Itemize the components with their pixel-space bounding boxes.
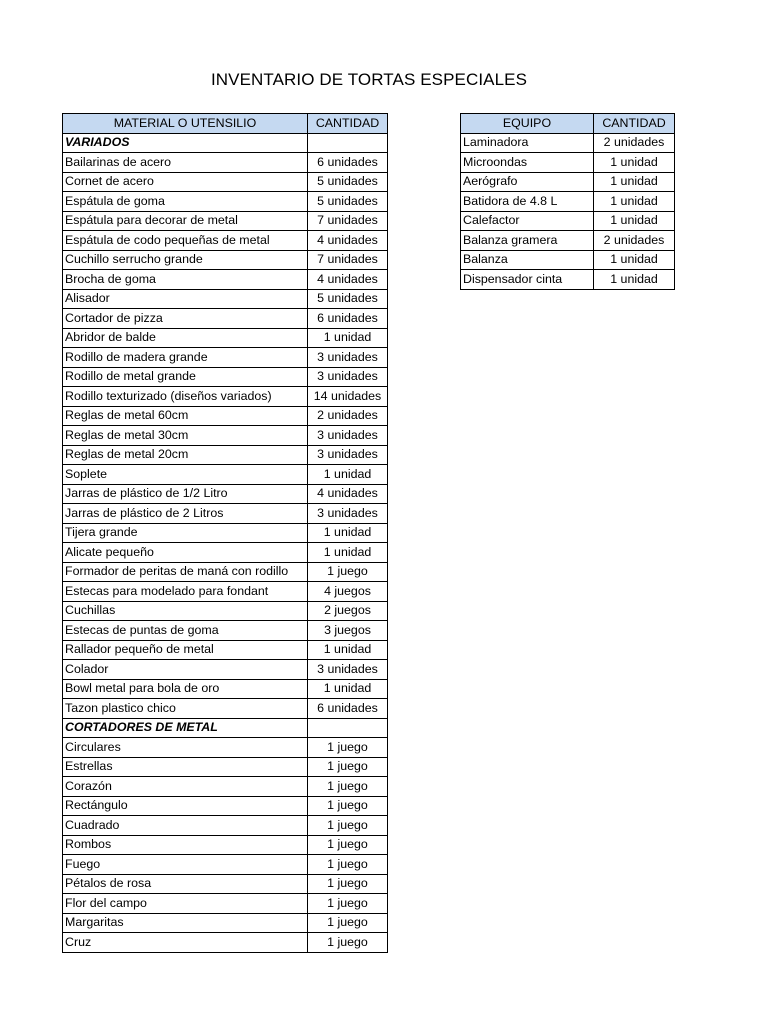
equipment-item-quantity: 1 unidad xyxy=(594,172,675,192)
table-row xyxy=(63,679,388,699)
materials-item-name: Tijera grande xyxy=(63,523,308,543)
materials-item-quantity: 1 juego xyxy=(308,738,388,758)
materials-item-name: Jarras de plástico de 2 Litros xyxy=(63,504,308,524)
materials-item-name: Cortador de pizza xyxy=(63,309,308,329)
table-row xyxy=(461,250,675,270)
materials-item-quantity: 4 unidades xyxy=(308,231,388,251)
table-row xyxy=(63,270,388,290)
table-row xyxy=(63,640,388,660)
materials-item-name: Jarras de plástico de 1/2 Litro xyxy=(63,484,308,504)
material-column-header: MATERIAL O UTENSILIO xyxy=(63,114,308,134)
materials-item-name: Estecas para modelado para fondant xyxy=(63,582,308,602)
equipment-item-quantity: 2 unidades xyxy=(594,231,675,251)
equipment-item-quantity: 1 unidad xyxy=(594,270,675,290)
materials-item-quantity: 1 juego xyxy=(308,894,388,914)
materials-item-quantity: 1 unidad xyxy=(308,523,388,543)
table-row xyxy=(63,309,388,329)
materials-item-quantity: 4 unidades xyxy=(308,270,388,290)
materials-item-quantity: 3 unidades xyxy=(308,660,388,680)
table-row xyxy=(461,231,675,251)
materials-section-label: VARIADOS xyxy=(63,133,308,153)
materials-item-name: Tazon plastico chico xyxy=(63,699,308,719)
table-row xyxy=(63,192,388,212)
materials-item-name: Pétalos de rosa xyxy=(63,874,308,894)
table-row xyxy=(63,250,388,270)
materials-item-name: Colador xyxy=(63,660,308,680)
table-row xyxy=(461,133,675,153)
equipment-item-quantity: 1 unidad xyxy=(594,250,675,270)
materials-item-name: Cuadrado xyxy=(63,816,308,836)
equipment-table-body xyxy=(461,133,675,289)
table-row xyxy=(63,289,388,309)
materials-item-quantity: 3 unidades xyxy=(308,348,388,368)
materials-item-quantity: 1 juego xyxy=(308,562,388,582)
materials-item-quantity: 1 juego xyxy=(308,855,388,875)
materials-item-name: Rodillo texturizado (diseños variados) xyxy=(63,387,308,407)
equipment-quantity-column-header: CANTIDAD xyxy=(594,114,675,134)
table-row xyxy=(63,387,388,407)
table-row xyxy=(63,874,388,894)
materials-item-name: Abridor de balde xyxy=(63,328,308,348)
materials-item-quantity: 3 unidades xyxy=(308,445,388,465)
table-row xyxy=(63,835,388,855)
materials-item-name: Reglas de metal 20cm xyxy=(63,445,308,465)
equipment-item-quantity: 1 unidad xyxy=(594,192,675,212)
materials-section-label: CORTADORES DE METAL xyxy=(63,718,308,738)
table-row xyxy=(461,270,675,290)
table-row xyxy=(63,231,388,251)
materials-item-name: Rodillo de metal grande xyxy=(63,367,308,387)
materials-item-name: Estrellas xyxy=(63,757,308,777)
table-row xyxy=(63,426,388,446)
material-quantity-column-header: CANTIDAD xyxy=(308,114,388,134)
materials-item-name: Espátula para decorar de metal xyxy=(63,211,308,231)
material-table xyxy=(62,113,388,953)
materials-item-quantity: 1 juego xyxy=(308,835,388,855)
materials-item-quantity: 1 juego xyxy=(308,777,388,797)
materials-item-name: Flor del campo xyxy=(63,894,308,914)
equipment-item-quantity: 2 unidades xyxy=(594,133,675,153)
table-row xyxy=(63,484,388,504)
materials-item-quantity: 5 unidades xyxy=(308,172,388,192)
materials-item-quantity: 7 unidades xyxy=(308,211,388,231)
materials-section-row xyxy=(63,718,388,738)
equipment-item-quantity: 1 unidad xyxy=(594,211,675,231)
materials-item-name: Cornet de acero xyxy=(63,172,308,192)
materials-item-quantity: 7 unidades xyxy=(308,250,388,270)
materials-item-quantity: 5 unidades xyxy=(308,192,388,212)
materials-item-quantity: 3 unidades xyxy=(308,367,388,387)
materials-item-name: Alicate pequeño xyxy=(63,543,308,563)
table-row xyxy=(461,211,675,231)
materials-section-empty-cell xyxy=(308,133,388,153)
materials-item-quantity: 1 unidad xyxy=(308,679,388,699)
materials-item-quantity: 3 unidades xyxy=(308,504,388,524)
table-row xyxy=(63,523,388,543)
table-row xyxy=(63,660,388,680)
materials-item-name: Rodillo de madera grande xyxy=(63,348,308,368)
materials-item-name: Reglas de metal 30cm xyxy=(63,426,308,446)
materials-item-name: Espátula de goma xyxy=(63,192,308,212)
materials-item-quantity: 6 unidades xyxy=(308,153,388,173)
materials-item-name: Formador de peritas de maná con rodillo xyxy=(63,562,308,582)
materials-item-name: Rallador pequeño de metal xyxy=(63,640,308,660)
materials-item-quantity: 5 unidades xyxy=(308,289,388,309)
equipment-item-quantity: 1 unidad xyxy=(594,153,675,173)
table-row xyxy=(63,855,388,875)
table-row xyxy=(63,816,388,836)
table-row xyxy=(63,582,388,602)
table-row xyxy=(63,601,388,621)
materials-item-quantity: 1 juego xyxy=(308,757,388,777)
table-row xyxy=(63,211,388,231)
materials-item-name: Margaritas xyxy=(63,913,308,933)
table-row xyxy=(63,933,388,953)
equipment-item-name: Dispensador cinta xyxy=(461,270,594,290)
materials-item-name: Cuchillas xyxy=(63,601,308,621)
materials-item-name: Cuchillo serrucho grande xyxy=(63,250,308,270)
table-row xyxy=(63,445,388,465)
materials-item-quantity: 3 juegos xyxy=(308,621,388,641)
materials-item-quantity: 3 unidades xyxy=(308,426,388,446)
materials-item-name: Cruz xyxy=(63,933,308,953)
table-row xyxy=(63,406,388,426)
materials-item-quantity: 4 juegos xyxy=(308,582,388,602)
materials-item-name: Circulares xyxy=(63,738,308,758)
table-row xyxy=(63,621,388,641)
materials-item-quantity: 1 unidad xyxy=(308,543,388,563)
equipment-column-header: EQUIPO xyxy=(461,114,594,134)
table-row xyxy=(63,894,388,914)
materials-item-quantity: 6 unidades xyxy=(308,309,388,329)
materials-item-quantity: 2 juegos xyxy=(308,601,388,621)
table-row xyxy=(63,543,388,563)
table-row xyxy=(63,757,388,777)
materials-item-name: Soplete xyxy=(63,465,308,485)
table-row xyxy=(63,367,388,387)
materials-item-quantity: 1 juego xyxy=(308,913,388,933)
materials-item-name: Estecas de puntas de goma xyxy=(63,621,308,641)
equipment-item-name: Laminadora xyxy=(461,133,594,153)
equipment-item-name: Aerógrafo xyxy=(461,172,594,192)
equipment-item-name: Calefactor xyxy=(461,211,594,231)
equipment-table xyxy=(460,113,675,290)
table-row xyxy=(63,328,388,348)
materials-item-quantity: 1 unidad xyxy=(308,328,388,348)
materials-item-quantity: 4 unidades xyxy=(308,484,388,504)
materials-item-quantity: 2 unidades xyxy=(308,406,388,426)
table-row xyxy=(63,738,388,758)
materials-item-name: Corazón xyxy=(63,777,308,797)
equipment-item-name: Microondas xyxy=(461,153,594,173)
table-row xyxy=(63,777,388,797)
materials-item-quantity: 1 juego xyxy=(308,816,388,836)
materials-item-quantity: 14 unidades xyxy=(308,387,388,407)
table-row xyxy=(63,913,388,933)
table-row xyxy=(63,172,388,192)
materials-item-name: Reglas de metal 60cm xyxy=(63,406,308,426)
table-row xyxy=(63,465,388,485)
materials-item-name: Fuego xyxy=(63,855,308,875)
materials-item-name: Rectángulo xyxy=(63,796,308,816)
equipment-item-name: Balanza xyxy=(461,250,594,270)
equipment-table-header-row xyxy=(461,114,675,134)
table-row xyxy=(63,796,388,816)
materials-item-quantity: 1 unidad xyxy=(308,640,388,660)
materials-item-quantity: 1 juego xyxy=(308,796,388,816)
materials-section-empty-cell xyxy=(308,718,388,738)
materials-item-quantity: 6 unidades xyxy=(308,699,388,719)
table-row xyxy=(63,562,388,582)
materials-section-row xyxy=(63,133,388,153)
materials-item-name: Espátula de codo pequeñas de metal xyxy=(63,231,308,251)
table-row xyxy=(63,504,388,524)
material-table-header-row xyxy=(63,114,388,134)
materials-item-name: Bowl metal para bola de oro xyxy=(63,679,308,699)
materials-item-quantity: 1 juego xyxy=(308,874,388,894)
equipment-item-name: Batidora de 4.8 L xyxy=(461,192,594,212)
table-row xyxy=(461,153,675,173)
equipment-item-name: Balanza gramera xyxy=(461,231,594,251)
table-row xyxy=(63,348,388,368)
table-row xyxy=(461,172,675,192)
material-table-body xyxy=(63,133,388,952)
table-row xyxy=(63,699,388,719)
materials-item-name: Alisador xyxy=(63,289,308,309)
page-title: INVENTARIO DE TORTAS ESPECIALES xyxy=(210,70,528,89)
materials-item-quantity: 1 juego xyxy=(308,933,388,953)
table-row xyxy=(63,153,388,173)
materials-item-name: Brocha de goma xyxy=(63,270,308,290)
table-row xyxy=(461,192,675,212)
materials-item-name: Bailarinas de acero xyxy=(63,153,308,173)
materials-item-name: Rombos xyxy=(63,835,308,855)
materials-item-quantity: 1 unidad xyxy=(308,465,388,485)
